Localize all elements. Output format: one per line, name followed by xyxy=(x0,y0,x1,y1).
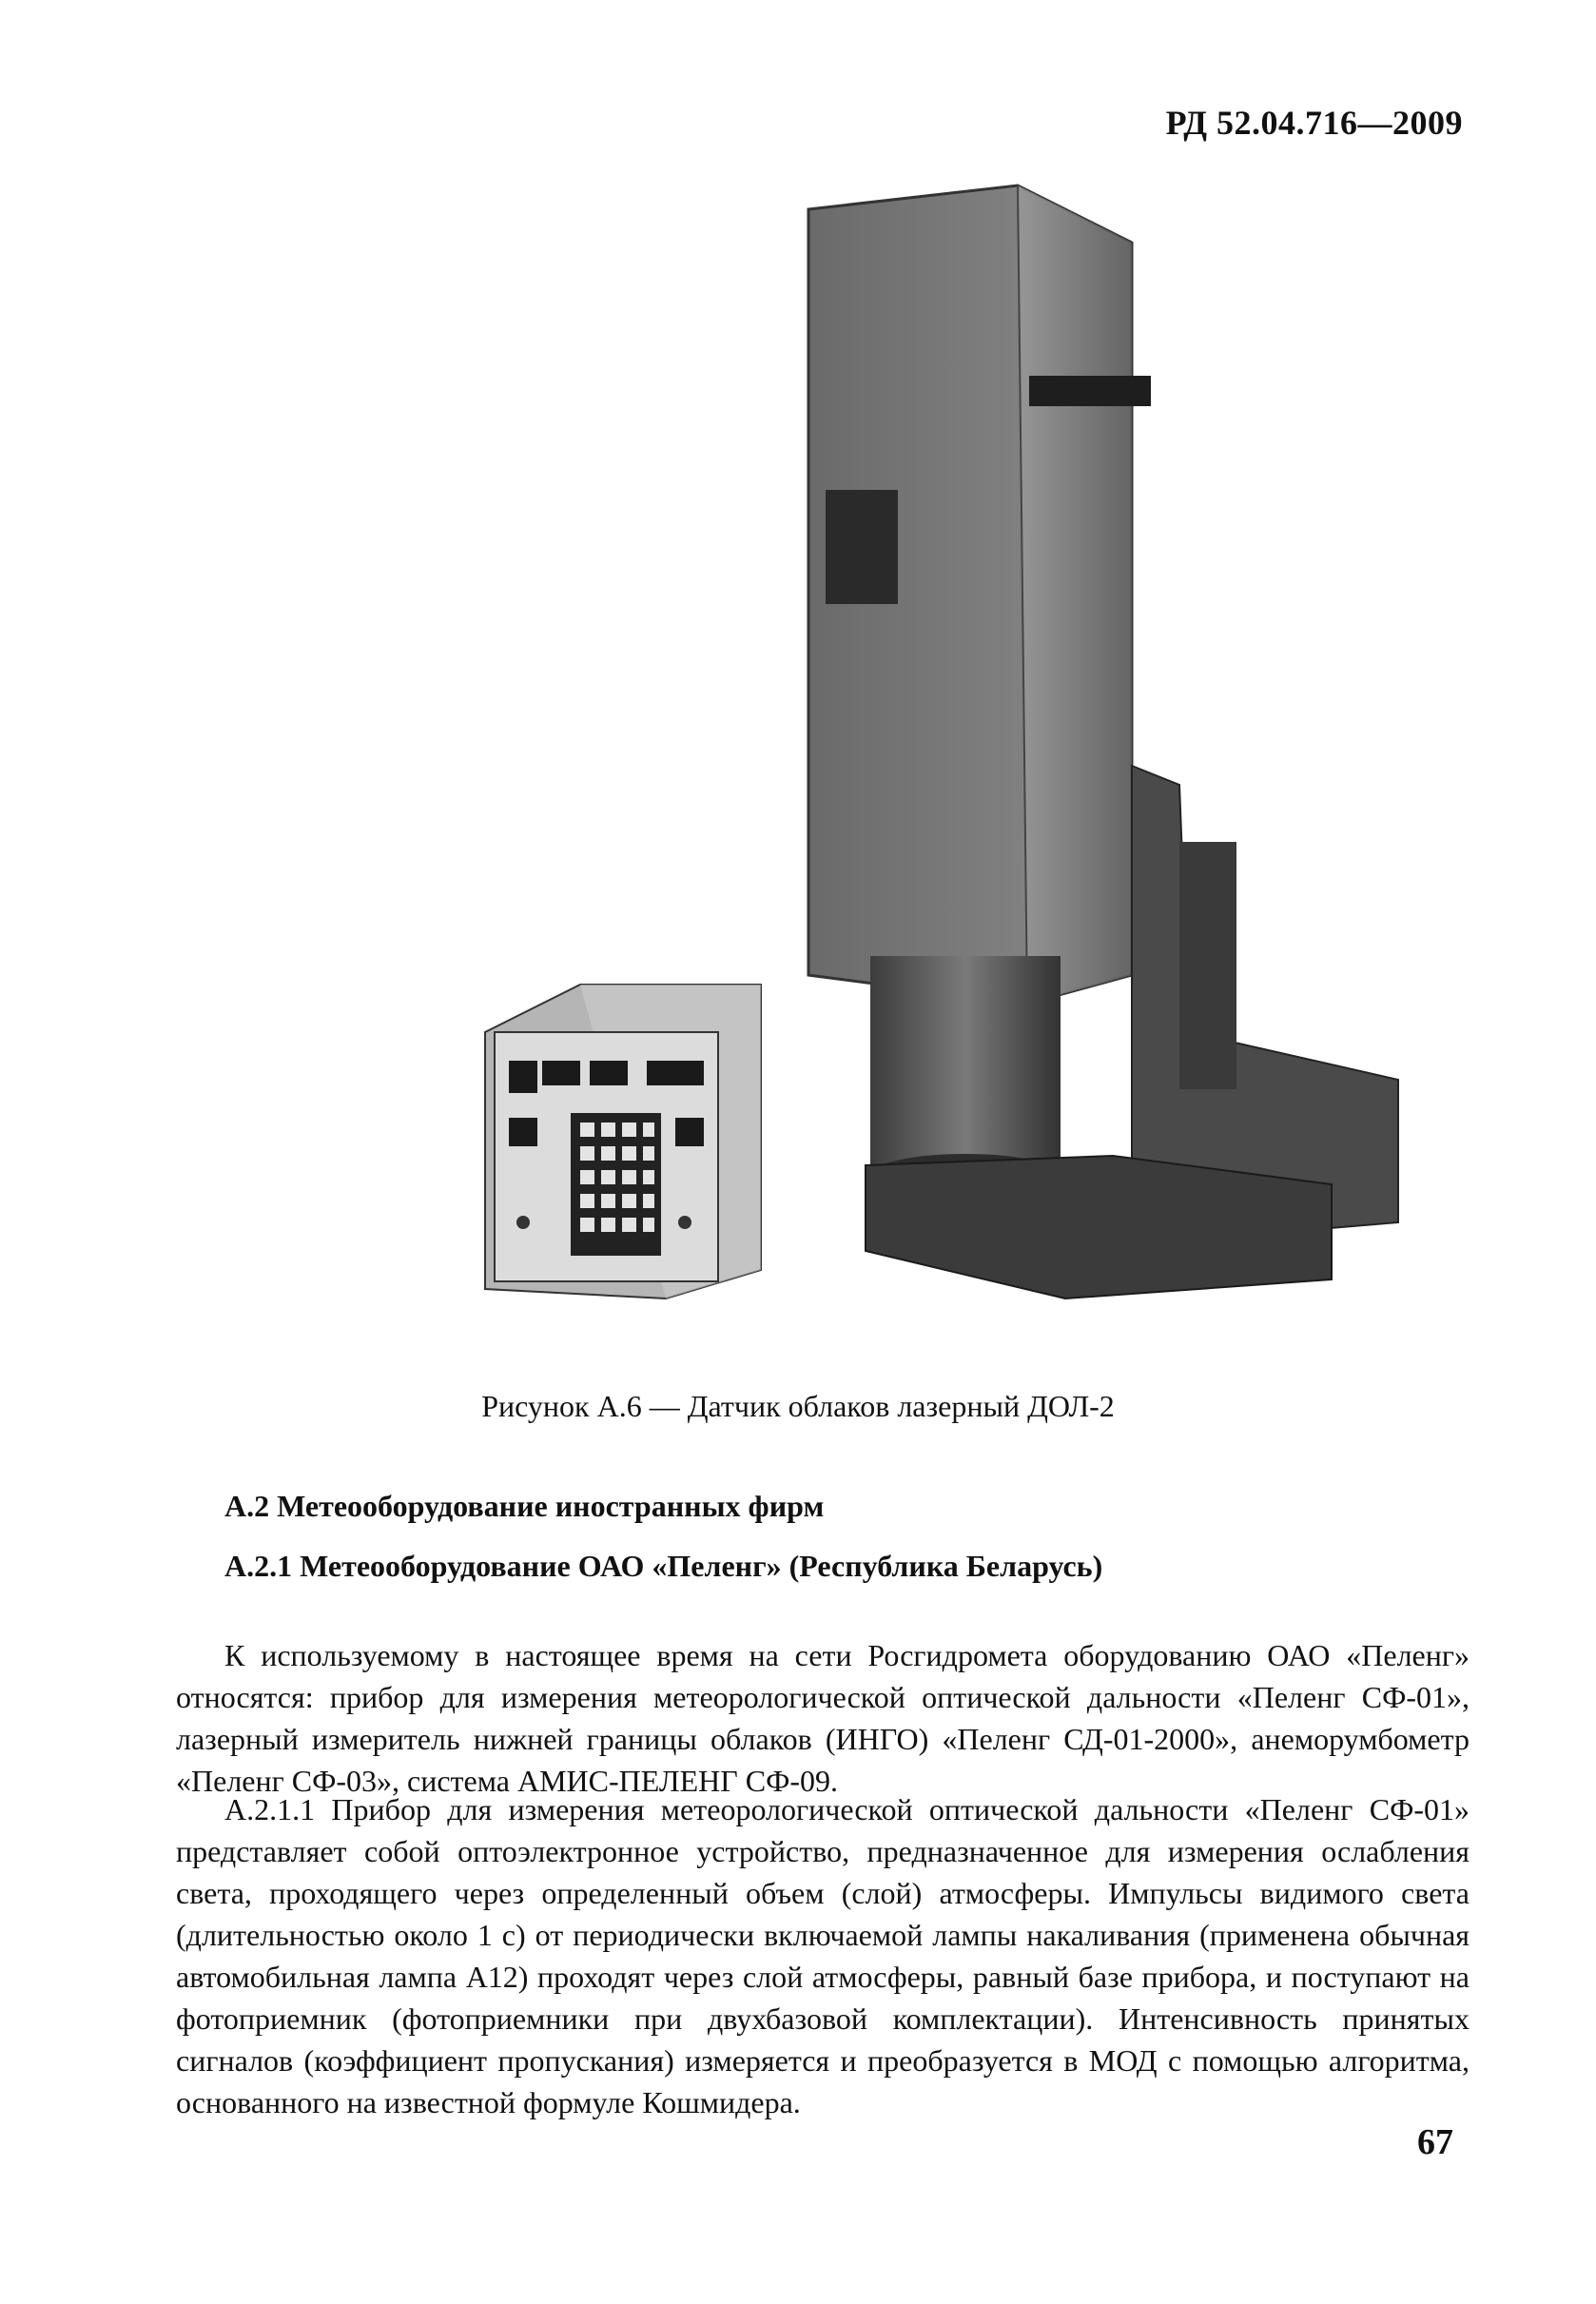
laser-ceilometer-photo xyxy=(447,176,1446,1346)
document-code: РД 52.04.716—2009 xyxy=(1165,104,1463,142)
page-number: 67 xyxy=(1417,2122,1453,2162)
figure-photo-dol2 xyxy=(447,176,1446,1346)
figure-caption: Рисунок А.6 — Датчик облаков лазерный ДОЛ-2 xyxy=(481,1389,1115,1423)
section-heading-a2: А.2 Метеооборудование иностранных фирм xyxy=(224,1489,825,1523)
paragraph-intro: К используемому в настоящее время на сети Росгидромета оборудованию ОАО «Пеленг» относятся: прибор для измерения метеорологической оптической дальности «Пеленг СФ-01», лазерный измеритель нижней границы облаков (ИНГО) «Пеленг СД-01-2000», анеморумбометр «Пеленг СФ-03», система АМИС-ПЕЛЕНГ СФ-09. xyxy=(176,1638,1469,1798)
section-heading-a21: А.2.1 Метеооборудование ОАО «Пеленг» (Республика Беларусь) xyxy=(224,1549,1103,1583)
paragraph-a2-1-1: А.2.1.1 Прибор для измерения метеорологической оптической дальности «Пеленг СФ-01» представляет собой оптоэлектронное устройство, предназначенное для измерения ослабления света, проходящего через определенный объем (слой) атмосферы. Импульсы видимого света (длительностью около 1 с) от периодически включаемой лампы накаливания (применена обычная автомобильная лампа А12) проходят через слой атмосферы, равный базе прибора, и поступают на фотоприемник (фотоприемники при двухбазовой комплектации). Интенсивность принятых сигналов (коэффициент пропускания) измеряется и преобразуется в МОД с помощью алгоритма, основанного на известной формуле Кошмидера. xyxy=(176,1792,1469,2119)
